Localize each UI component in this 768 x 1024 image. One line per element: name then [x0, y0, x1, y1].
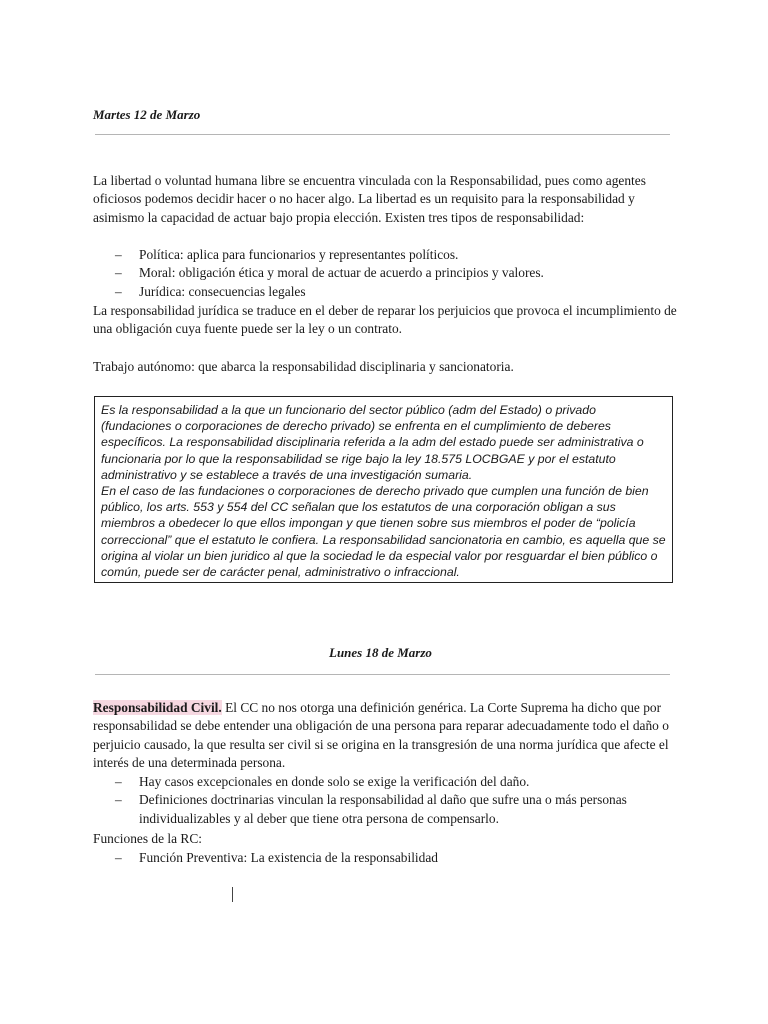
- trabajo-autonomo-paragraph: Trabajo autónomo: que abarca la responsabilidad disciplinaria y sancionatoria.: [93, 359, 514, 374]
- juridica-paragraph: La responsabilidad jurídica se traduce en el deber de reparar los perjuicios que provoca el incumplimiento de una obligación cuya fuente puede ser la ley o un contrato.: [93, 303, 677, 337]
- funciones-label: Funciones de la RC:: [93, 831, 202, 846]
- date-heading-lunes: Lunes 18 de Marzo: [329, 645, 432, 660]
- rc-definition-text: El CC no nos otorga una definición genérica. La Corte Suprema ha dicho que por responsabilidad se debe entender una obligación de una persona para reparar adecuadamente todo el daño o perjuicio causado, la que resulta ser civil si se origina en la transgresión de una norma jurídica que afecte el interés de una determinada persona.: [93, 700, 669, 771]
- horizontal-rule: [95, 134, 670, 135]
- text-cursor: [232, 887, 233, 902]
- intro-paragraph: La libertad o voluntad humana libre se encuentra vinculada con la Responsabilidad, pues como agentes oficiosos podemos decidir hacer o no hacer algo. La libertad es un requisito para la responsabilidad y asimismo la capacidad de actuar bajo propia elección. Existen tres tipos de responsabilidad:: [93, 173, 646, 225]
- list-item: – Moral: obligación ética y moral de actuar de acuerdo a principios y valores.: [93, 264, 678, 282]
- responsabilidad-civil-paragraph: [93, 699, 678, 773]
- list-item: – Definiciones doctrinarias vinculan la responsabilidad al daño que sufre una o más personas individualizables y al deber que tiene otra persona de compensarlo.: [93, 791, 678, 828]
- list-item: – Política: aplica para funcionarios y representantes políticos.: [93, 246, 678, 264]
- date-heading-martes: Martes 12 de Marzo: [93, 107, 201, 122]
- rc-points-list: [93, 773, 678, 828]
- highlighted-term: Responsabilidad Civil.: [93, 700, 222, 715]
- box-paragraph-disciplinaria: Es la responsabilidad a la que un funcionario del sector público (adm del Estado) o privado (fundaciones o corporaciones de derecho privado) se enfrenta en el cumplimiento de deberes específicos. La responsabilidad disciplinaria referida a la adm del estado puede ser administrativa o funcionaria por lo que la responsabilidad se rige bajo la ley 18.575 LOCBGAE y por el estatuto administrativo y se establece a través de una investigación sumaria.: [101, 403, 644, 482]
- horizontal-rule: [95, 674, 670, 675]
- list-item: – Función Preventiva: La existencia de la responsabilidad: [93, 849, 678, 867]
- box-paragraph-sancionatoria: En el caso de las fundaciones o corporaciones de derecho privado que cumplen una función de bien público, los arts. 553 y 554 del CC señalan que los estatutos de una corporación obligan a sus miembros a obedecer lo que ellos impongan y que tienen sobre sus miembros el poder de “policía correccional” que el estatuto le confiera. La responsabilidad sancionatoria en cambio, es aquella que se origina al violar un bien juridico al que la sociedad le da especial valor por resguardar el bien público o común, puede ser de carácter penal, administrativo o infraccional.: [101, 484, 666, 580]
- list-item: – Jurídica: consecuencias legales: [93, 283, 678, 301]
- responsibility-types-list: [93, 246, 678, 301]
- funciones-list: [93, 849, 678, 867]
- definition-box: [94, 396, 673, 583]
- list-item: – Hay casos excepcionales en donde solo se exige la verificación del daño.: [93, 773, 678, 791]
